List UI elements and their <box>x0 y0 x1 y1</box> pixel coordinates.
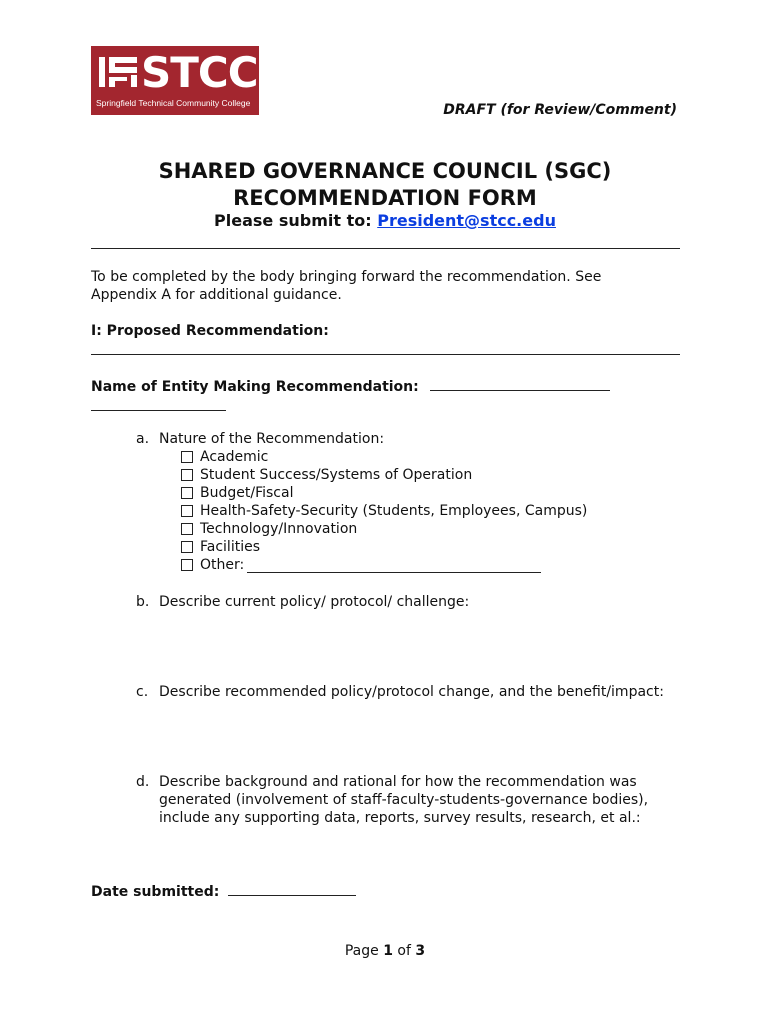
option-label: Academic <box>200 449 269 465</box>
option-health-safety-security[interactable] <box>181 502 587 520</box>
page-total: 3 <box>415 943 426 959</box>
option-label: Other: <box>200 557 245 573</box>
date-field <box>91 881 356 901</box>
question-b <box>136 593 681 611</box>
question-a <box>136 430 681 448</box>
draft-note: DRAFT (for Review/Comment) <box>443 102 677 118</box>
question-label: b. <box>136 594 150 610</box>
option-label: Budget/Fiscal <box>200 485 294 501</box>
checkbox[interactable] <box>181 469 193 481</box>
option-academic[interactable] <box>181 448 587 466</box>
submit-email-link[interactable]: President@stcc.edu <box>377 211 556 230</box>
option-other[interactable] <box>181 556 587 574</box>
question-label: c. <box>136 684 149 700</box>
intro-text: To be completed by the body bringing forward the recommendation. See Appendix A for additional guidance. <box>91 269 602 303</box>
stcc-emblem-icon <box>97 53 141 93</box>
page-title-line2: RECOMMENDATION FORM <box>233 186 537 210</box>
option-label: Technology/Innovation <box>200 521 358 537</box>
checkbox[interactable] <box>181 451 193 463</box>
option-technology-innovation[interactable] <box>181 520 587 538</box>
logo-subtitle: Springfield Technical Community College <box>96 98 251 108</box>
question-c <box>136 683 681 701</box>
of-word: of <box>397 943 411 959</box>
stcc-logo <box>91 46 259 115</box>
checkbox[interactable] <box>181 487 193 499</box>
divider <box>91 248 680 249</box>
page-current: 1 <box>383 943 393 959</box>
question-text: Describe current policy/ protocol/ challenge: <box>159 594 470 610</box>
entity-label: Name of Entity Making Recommendation: <box>91 379 419 395</box>
checkbox[interactable] <box>181 541 193 553</box>
entity-input-line[interactable] <box>430 376 610 391</box>
submit-prefix: Please submit to: <box>214 211 372 230</box>
option-student-success[interactable] <box>181 466 587 484</box>
option-label: Health-Safety-Security (Students, Employees, Campus) <box>200 503 588 519</box>
submit-instruction <box>0 210 770 232</box>
question-text: Nature of the Recommendation: <box>159 431 385 447</box>
question-d <box>136 773 681 827</box>
option-label: Student Success/Systems of Operation <box>200 467 473 483</box>
page-word: Page <box>344 943 379 959</box>
question-text: Describe background and rational for how the recommendation was generated (involvement of staff-faculty-students-governance bodies), include any supporting data, reports, survey results, research, et al.: <box>159 774 649 826</box>
option-budget-fiscal[interactable] <box>181 484 587 502</box>
option-label: Facilities <box>200 539 260 555</box>
checkbox[interactable] <box>181 505 193 517</box>
date-input-line[interactable] <box>228 881 356 896</box>
page-title-line1: SHARED GOVERNANCE COUNCIL (SGC) <box>158 159 612 183</box>
option-facilities[interactable] <box>181 538 587 556</box>
date-label: Date submitted: <box>91 884 220 900</box>
checkbox[interactable] <box>181 559 193 571</box>
other-input-line[interactable] <box>247 558 541 573</box>
logo-wordmark: STCC <box>141 48 258 97</box>
entity-input-line-continued[interactable] <box>91 394 226 411</box>
page-footer <box>0 942 770 960</box>
section-heading: I: Proposed Recommendation: <box>91 323 329 339</box>
recommendation-type-options <box>181 448 587 574</box>
entity-field <box>91 376 610 396</box>
question-label: a. <box>136 431 150 447</box>
checkbox[interactable] <box>181 523 193 535</box>
divider <box>91 354 680 355</box>
question-label: d. <box>136 774 150 790</box>
question-text: Describe recommended policy/protocol change, and the benefit/impact: <box>159 684 664 700</box>
